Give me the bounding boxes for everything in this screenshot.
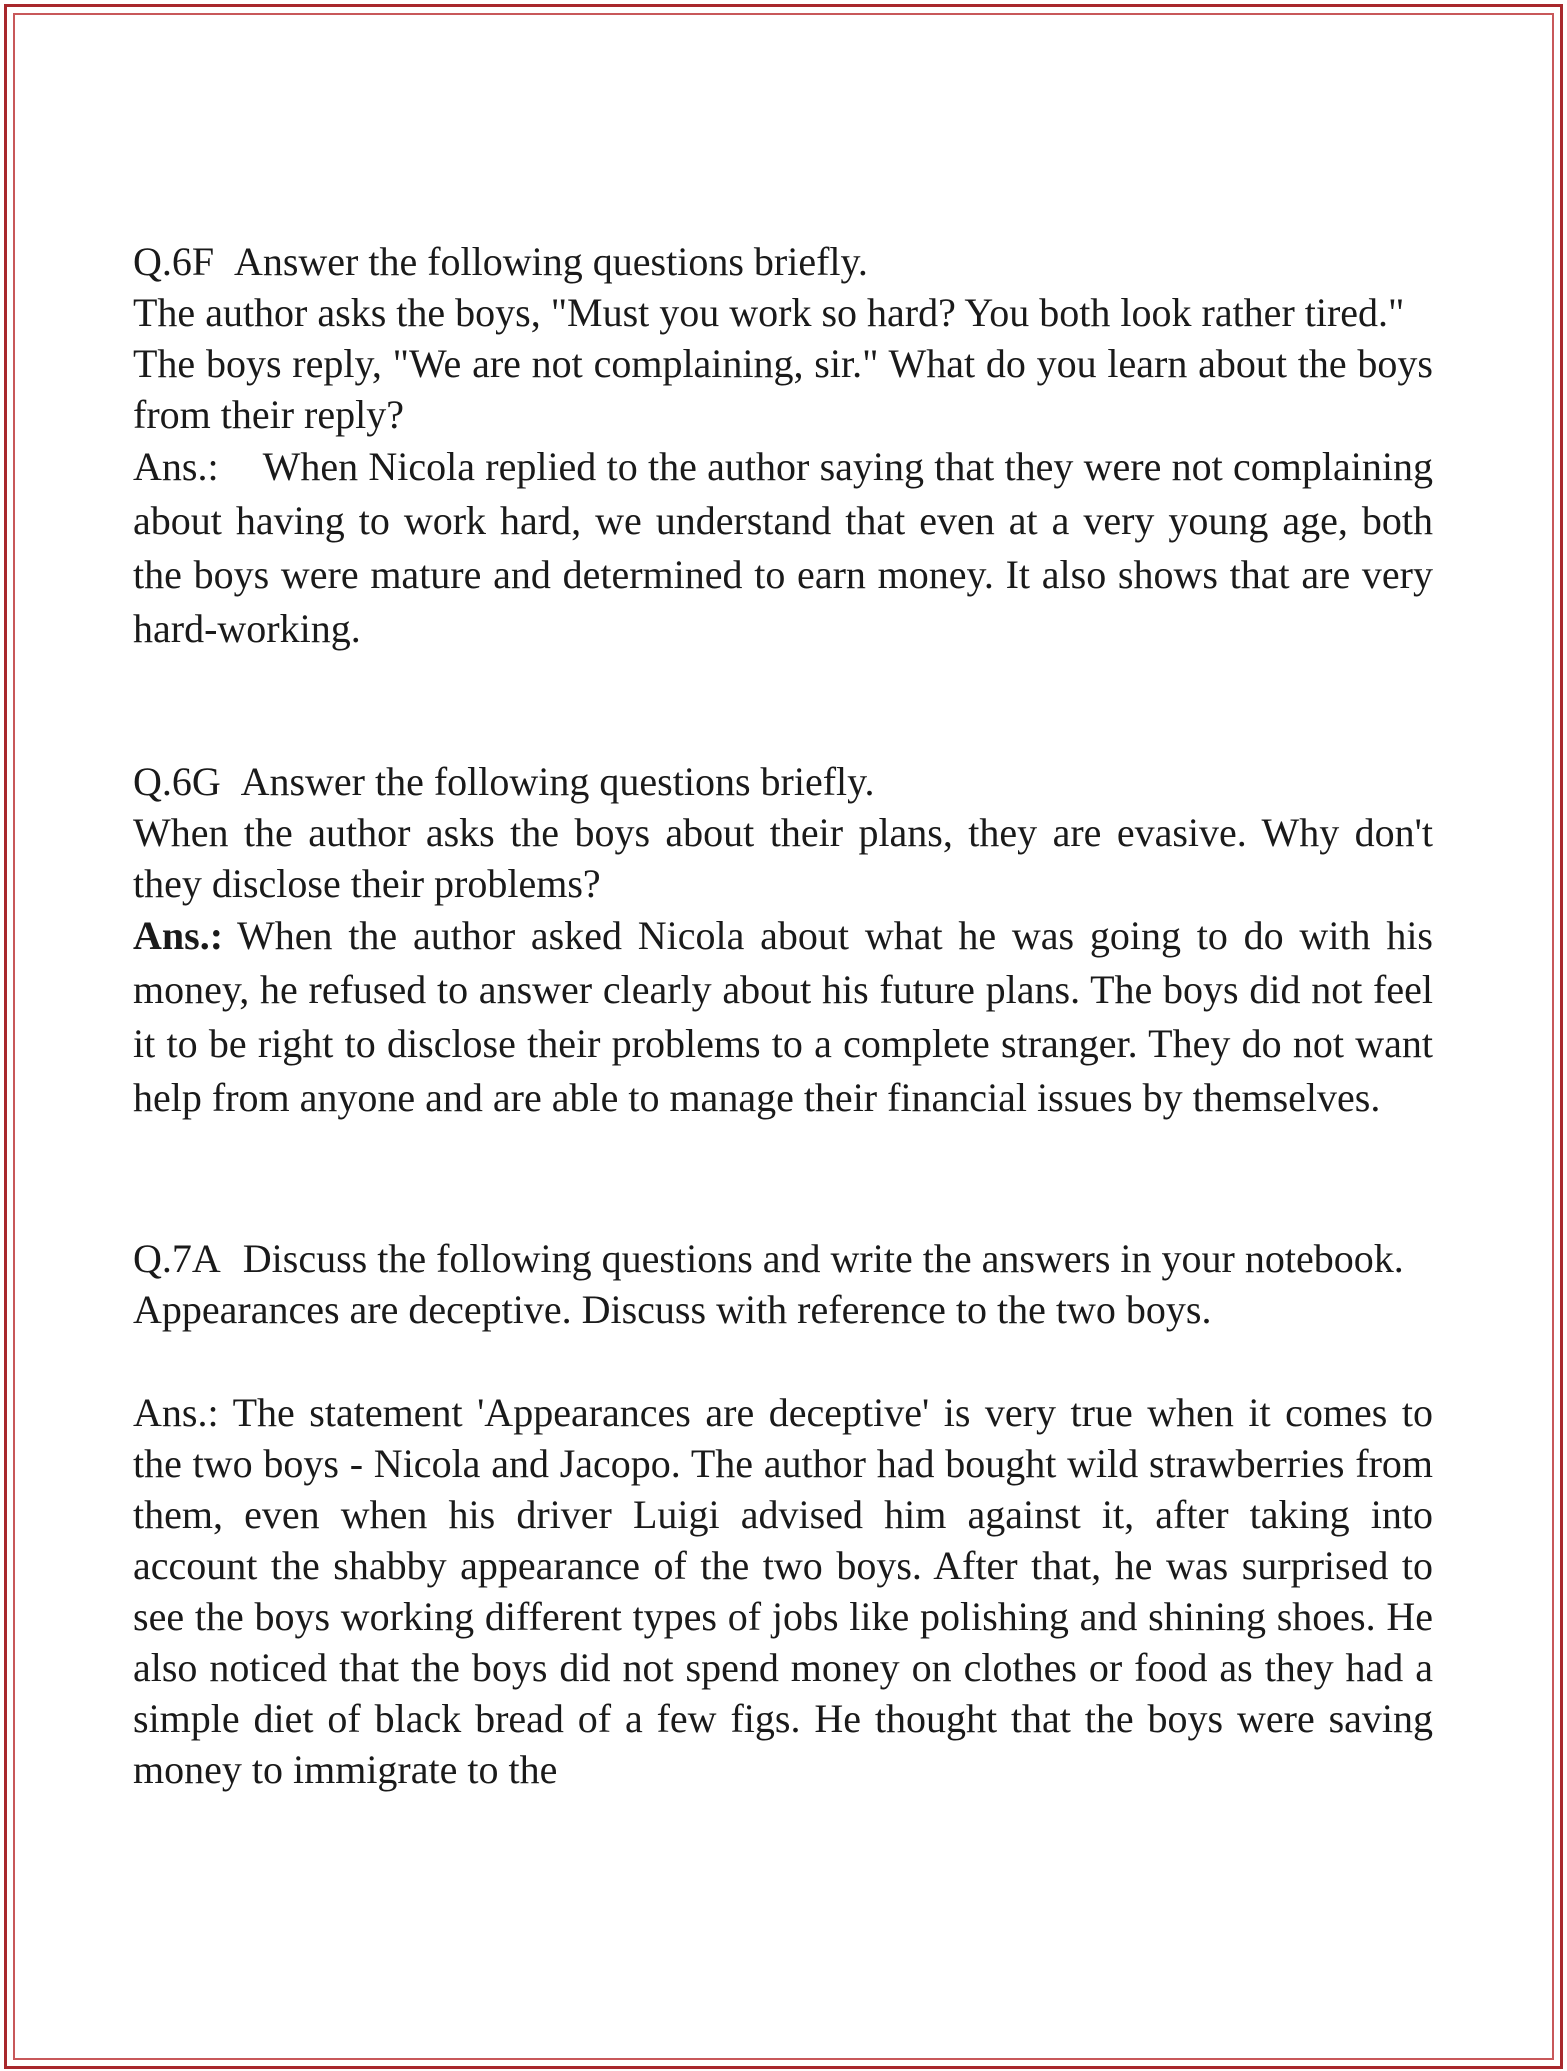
question-block-q6f: [133, 236, 1433, 656]
question-text: The boys reply, "We are not complaining, sir." What do you learn about the boys from their reply?: [133, 341, 1433, 437]
answer-paragraph: [133, 440, 1433, 656]
question-heading: [133, 756, 1433, 807]
question-text: The author asks the boys, "Must you work so hard? You both look rather tired.": [133, 290, 1405, 335]
answer-label: Ans.:: [133, 1390, 219, 1435]
question-heading: [133, 1233, 1433, 1284]
answer-paragraph: [133, 909, 1433, 1125]
question-instruction: Discuss the following questions and write the answers in your notebook.: [242, 1236, 1404, 1281]
answer-label: Ans.:: [133, 913, 224, 958]
question-block-q7a: [133, 1233, 1433, 1795]
question-text: Appearances are deceptive. Discuss with reference to the two boys.: [133, 1287, 1212, 1332]
answer-label: Ans.:: [133, 444, 219, 489]
question-block-q6g: [133, 756, 1433, 1125]
question-text: When the author asks the boys about their plans, they are evasive. Why don't they disclose their problems?: [133, 810, 1433, 906]
question-number: Q.6G: [133, 759, 221, 804]
answer-text: The statement 'Appearances are deceptive' is very true when it comes to the two boys - Nicola and Jacopo. The author had bought wild strawberries from them, even when his driver Luigi advised him against it, after taking into account the shabby appearance of the two boys. After that, he was surprised to see the boys working different types of jobs like polishing and shining shoes. He also noticed that the boys did not spend money on clothes or food as they had a simple diet of black bread of a few figs. He thought that the boys were saving money to immigrate to the: [133, 1390, 1433, 1792]
answer-paragraph: [133, 1387, 1433, 1795]
question-instruction: Answer the following questions briefly.: [240, 759, 875, 804]
question-instruction: Answer the following questions briefly.: [233, 239, 868, 284]
answer-text: When the author asked Nicola about what he was going to do with his money, he refused to answer clearly about his future plans. The boys did not feel it to be right to disclose their problems to a complete stranger. They do not want help from anyone and are able to manage their financial issues by themselves.: [133, 913, 1433, 1120]
answer-text: When Nicola replied to the author saying that they were not complaining about having to work hard, we understand that even at a very young age, both the boys were mature and determined to earn money. It also shows that are very hard-working.: [133, 444, 1433, 651]
question-heading: [133, 236, 1433, 287]
question-number: Q.6F: [133, 239, 215, 284]
document-content: [133, 236, 1433, 1795]
question-number: Q.7A: [133, 1236, 221, 1281]
